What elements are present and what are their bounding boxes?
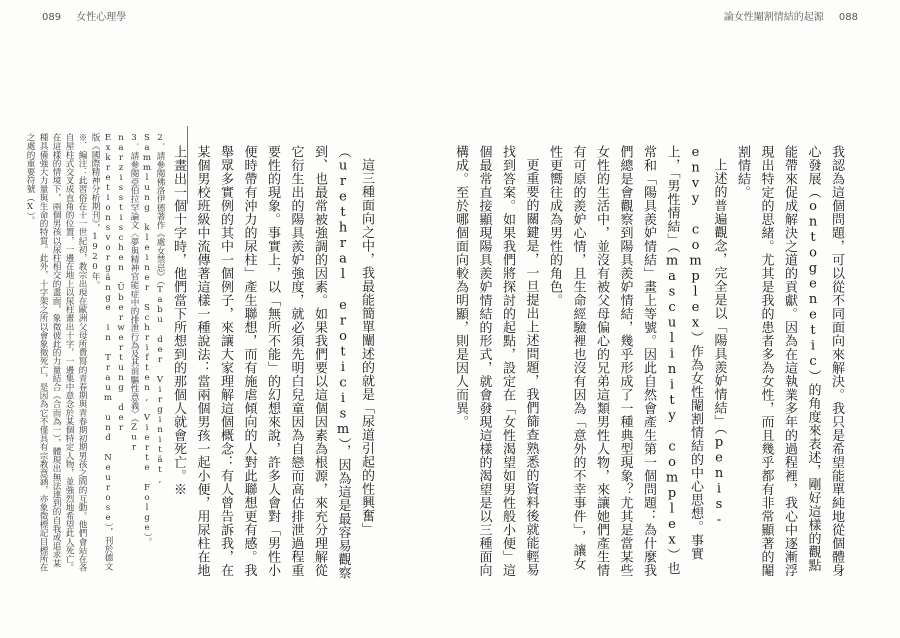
left-page-body [171, 145, 378, 581]
paragraph: 更重要的關鍵是，一旦提出上述問題，我們篩查熟悉的資料後就能輕易找到答案。如果我們將探討的起點，設定在「女性渴望如男性般小便」這個最常直接顯現陽具羨妒情結的形式，就會發現這樣的渴望是以三種面向構成。至於哪個面向較為明顯，則是因人而異。 [453, 145, 539, 577]
paragraph: 這三種面向之中，我最能簡單闡述的就是「尿道引起的性興奮」（urethral eroticism），因為這是最容易觀察到、也最常被強調的因素。如果我們要以這個因素為根源，來充分理解從它衍生出的陽具羨妒強度，就必須先明白兒童因為自戀而高估排泄過程重要性的現象。事實上，以「無所不能」的幻想來說，許多人會對「男性小便時帶有沖力的尿柱」產生聯想，而有施虐傾向的人對此聯想更有感。我舉眾多實例的其中一個例子，來讓大家理解這個概念：有人曾告訴我，在某個男校班級中流傳著這樣一種說法：當兩個男孩一起小便，用尿柱在地上畫出一個十字時，他們當下所想到的那個人就會死亡。※ [171, 145, 374, 580]
paragraph: 我認為這個問題，可以從不同面向來解決。我只是希望能單純地從個體身心發展（ontogenetic）的角度來表述，剛好這樣的觀點能帶來促成解決之道的貢獻。因為在這執業多年的過程裡，我心中逐漸浮現出特定的思緒。尤其是我的患者多為女性，而且幾乎都有非常顯著的閹割情結。 [735, 145, 844, 577]
chapter-title: 論女性閹割情結的起源 [723, 12, 824, 23]
footnote: 3．請參閱亞伯拉罕論文〈夢與精神官能症中的排泄行為及其前驅性意義〉（Zur narzisstischen Überwertung der Exkretionsvorgänge in Traum und Neurose），刊於德文版《國際精神分析期刊》，1920年。 [90, 133, 139, 571]
footnote-divider [187, 126, 188, 204]
right-page-body [453, 145, 848, 581]
footnotes [25, 133, 166, 573]
left-page-number: 089 [42, 12, 62, 23]
footnote: ※．編注：此習俗在十一世紀初，教宗出現在歐洲父母所費寫的青春期與青春期初期男孩之間的互動。他們會站在各自屋柱式交叉成直角的位置，一邊在地上以尿柱畫出十字，一邊集中意念於某個特定人物，並強烈地希望此人死亡。在這樣的情境下，兩個男孩以尿柱相交的畫面，象徵彼此的力量結合（合而為一），體現出無法達到的自我或追求某種具備強大力量與生命的特質。此外，十字架之所以會象徵死亡，是因為它不僅具有宗教意涵，亦象徵標記目標所在之處的重要符號（X）。 [25, 133, 87, 572]
footnote: 2．請參閱佛洛伊德著作《處女禁忌》（Tabu der Virginität, Sammlung kleiner Schriften, Vierte Folge）。 [142, 133, 165, 546]
right-page-number: 088 [838, 12, 858, 23]
left-page-header [36, 8, 132, 23]
right-page-header [718, 8, 864, 23]
book-title: 女性心理學 [76, 12, 127, 23]
paragraph: 上述的普遍觀念，完全是以「陽具羨妒情結」（penis-envy complex）作為女性閹割情結的中心思想。事實上，「男性情結」（masculinity complex）也常和「陽具羨妒情結」畫上等號。因此自然會產生第一個問題：為什麼我們總是會觀察到陽具羨妒情結，幾乎形成了一種典型現象？尤其是當某些女性的生活中，並沒有被父母偏心的兄弟這類男性人物，來讓她們產生情有可原的羨妒心情，且生命經驗裡也沒有因為「意外的不幸事件」，讓女性更嚮往成為男性的角色。 [547, 145, 727, 577]
